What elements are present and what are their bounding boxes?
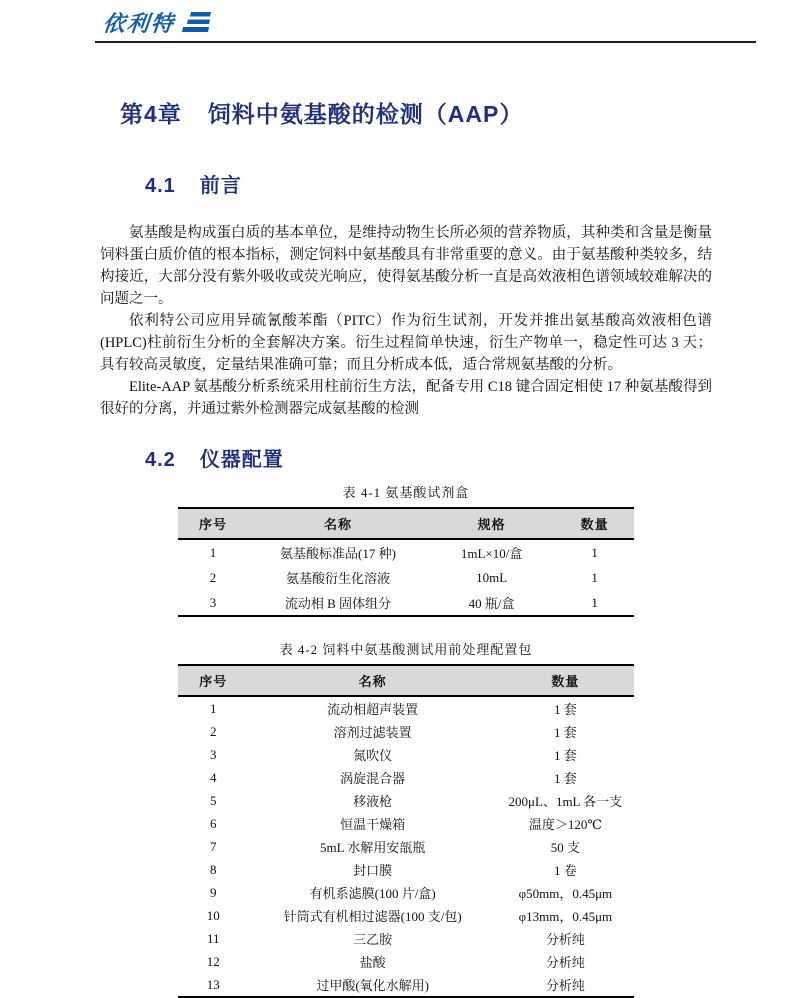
table-row bbox=[178, 950, 634, 973]
table-cell: 分析纯 bbox=[545, 978, 585, 993]
table-cell: 氮吹仪 bbox=[353, 748, 393, 763]
table-cell: 2 bbox=[210, 723, 217, 739]
table-cell: 1 bbox=[591, 569, 598, 585]
table-row bbox=[178, 881, 634, 904]
table-header-row bbox=[178, 665, 634, 696]
table-row bbox=[178, 766, 634, 789]
table-cell: 4 bbox=[210, 769, 217, 785]
table-cell: 分析纯 bbox=[545, 955, 585, 970]
reagent-kit-table bbox=[178, 507, 634, 617]
table-row bbox=[178, 696, 634, 720]
table-cell: 1 bbox=[210, 700, 217, 716]
table-cell: 氨基酸标准品(17 种) bbox=[280, 546, 396, 561]
table-row bbox=[178, 720, 634, 743]
table-row bbox=[178, 812, 634, 835]
table-header-row bbox=[178, 508, 634, 539]
table-cell: 流动相 B 固体组分 bbox=[284, 596, 392, 611]
intro-paragraphs bbox=[100, 222, 712, 420]
table-cell: 1 套 bbox=[554, 725, 577, 740]
section-4-1-number: 4.1 bbox=[145, 175, 176, 197]
table-cell: 10mL bbox=[476, 569, 508, 585]
brand-logo-text: 依利特 bbox=[101, 10, 177, 36]
table-cell: 针筒式有机相过滤器(100 支/包) bbox=[283, 909, 462, 924]
table-cell: 1 套 bbox=[554, 748, 577, 763]
table-cell: 1 bbox=[591, 594, 598, 610]
table-cell: 氨基酸衍生化溶液 bbox=[285, 571, 390, 586]
table-cell: 2 bbox=[209, 569, 217, 585]
table-cell: 11 bbox=[207, 930, 220, 946]
table-cell: 3 bbox=[210, 746, 217, 762]
table-cell: 6 bbox=[210, 815, 217, 831]
page-content bbox=[100, 0, 712, 998]
column-header: 规格 bbox=[477, 517, 506, 532]
table-row bbox=[178, 590, 634, 616]
table-cell: 1 套 bbox=[554, 771, 577, 786]
column-header: 名称 bbox=[358, 674, 387, 689]
table-cell: 盐酸 bbox=[359, 955, 386, 970]
intro-paragraph-1: 氨基酸是构成蛋白质的基本单位，是维持动物生长所必须的营养物质，其种类和含量是衡量饲料蛋白质价值的根本指标，测定饲料中氨基酸具有非常重要的意义。由于氨基酸种类较多，结构接近，大部分没有紫外吸收或荧光响应，使得氨基酸分析一直是高效液相色谱领域较难解决的问题之一。 bbox=[100, 225, 712, 307]
table-row bbox=[178, 743, 634, 766]
table-row bbox=[178, 835, 634, 858]
table-cell: 过甲酸(氧化水解用) bbox=[316, 978, 429, 993]
column-header: 数量 bbox=[551, 674, 580, 689]
table-cell: 200μL、1mL 各一支 bbox=[508, 794, 623, 809]
table-row bbox=[178, 973, 634, 997]
table-cell: 1 卷 bbox=[554, 863, 577, 878]
table-cell: 溶剂过滤装置 bbox=[333, 725, 412, 740]
table-cell: 温度＞120℃ bbox=[528, 817, 602, 832]
pretreatment-kit-table bbox=[178, 664, 634, 998]
intro-paragraph-2: 依利特公司应用异硫氰酸苯酯（PITC）作为衍生试剂，开发并推出氨基酸高效液相色谱(HPLC)柱前衍生分析的全套解决方案。衍生过程简单快速，衍生产物单一，稳定性可达 3 天；具有较高灵敏度，定量结果准确可靠；而且分析成本低，适合常规氨基酸的分析。 bbox=[100, 313, 712, 373]
chapter-number: 第4章 bbox=[120, 101, 182, 127]
column-header: 序号 bbox=[199, 674, 228, 689]
table-cell: 5mL 水解用安瓿瓶 bbox=[320, 840, 426, 855]
table-cell: 1 bbox=[209, 544, 217, 560]
table-cell: 恒温干燥箱 bbox=[340, 817, 406, 832]
table-cell: 1 bbox=[591, 544, 598, 560]
table-cell: 10 bbox=[206, 907, 220, 923]
column-header: 名称 bbox=[323, 517, 352, 532]
table-cell: 13 bbox=[206, 976, 220, 992]
table-cell: φ13mm，0.45μm bbox=[518, 909, 613, 924]
chapter-heading bbox=[120, 98, 712, 130]
intro-paragraph-3: Elite-AAP 氨基酸分析系统采用柱前衍生方法，配备专用 C18 键合固定相使 17 种氨基酸得到很好的分离，并通过紫外检测器完成氨基酸的检测 bbox=[100, 379, 712, 417]
table-row bbox=[178, 858, 634, 881]
table-cell: 封口膜 bbox=[353, 863, 393, 878]
section-4-1-title: 前言 bbox=[199, 175, 242, 197]
table-4-1-caption: 表 4-1 氨基酸试剂盒 bbox=[342, 485, 470, 500]
table-cell: 移液枪 bbox=[353, 794, 393, 809]
column-header: 序号 bbox=[198, 517, 227, 532]
table-cell: 7 bbox=[210, 838, 217, 854]
table-cell: 分析纯 bbox=[545, 932, 585, 947]
section-4-2-number: 4.2 bbox=[145, 449, 176, 471]
table-4-2-caption: 表 4-2 饲料中氨基酸测试用前处理配置包 bbox=[279, 642, 533, 657]
table-cell: 8 bbox=[210, 861, 217, 877]
table-cell: 9 bbox=[210, 884, 217, 900]
table-cell: 有机系滤膜(100 片/盒) bbox=[309, 886, 436, 901]
table-cell: 5 bbox=[210, 792, 217, 808]
table-row bbox=[178, 904, 634, 927]
table-cell: 1mL×10/盒 bbox=[460, 546, 523, 561]
table-cell: 三乙胺 bbox=[353, 932, 393, 947]
section-heading-4-2 bbox=[145, 446, 712, 474]
table-cell: φ50mm，0.45μm bbox=[518, 886, 613, 901]
table-cell: 涡旋混合器 bbox=[340, 771, 406, 786]
table-row bbox=[178, 927, 634, 950]
section-heading-4-1 bbox=[145, 172, 712, 200]
table-cell: 12 bbox=[206, 953, 220, 969]
table-cell: 流动相超声装置 bbox=[327, 702, 419, 717]
table-row bbox=[178, 565, 634, 590]
table-cell: 50 支 bbox=[550, 840, 581, 855]
table-row bbox=[178, 539, 634, 565]
table-row bbox=[178, 789, 634, 812]
table-cell: 1 套 bbox=[554, 702, 577, 717]
chapter-title: 饲料中氨基酸的检测（AAP） bbox=[207, 101, 524, 127]
table-cell: 3 bbox=[209, 594, 217, 610]
section-4-2-title: 仪器配置 bbox=[199, 449, 284, 471]
table-cell: 40 瓶/盒 bbox=[468, 596, 515, 611]
column-header: 数量 bbox=[580, 517, 609, 532]
